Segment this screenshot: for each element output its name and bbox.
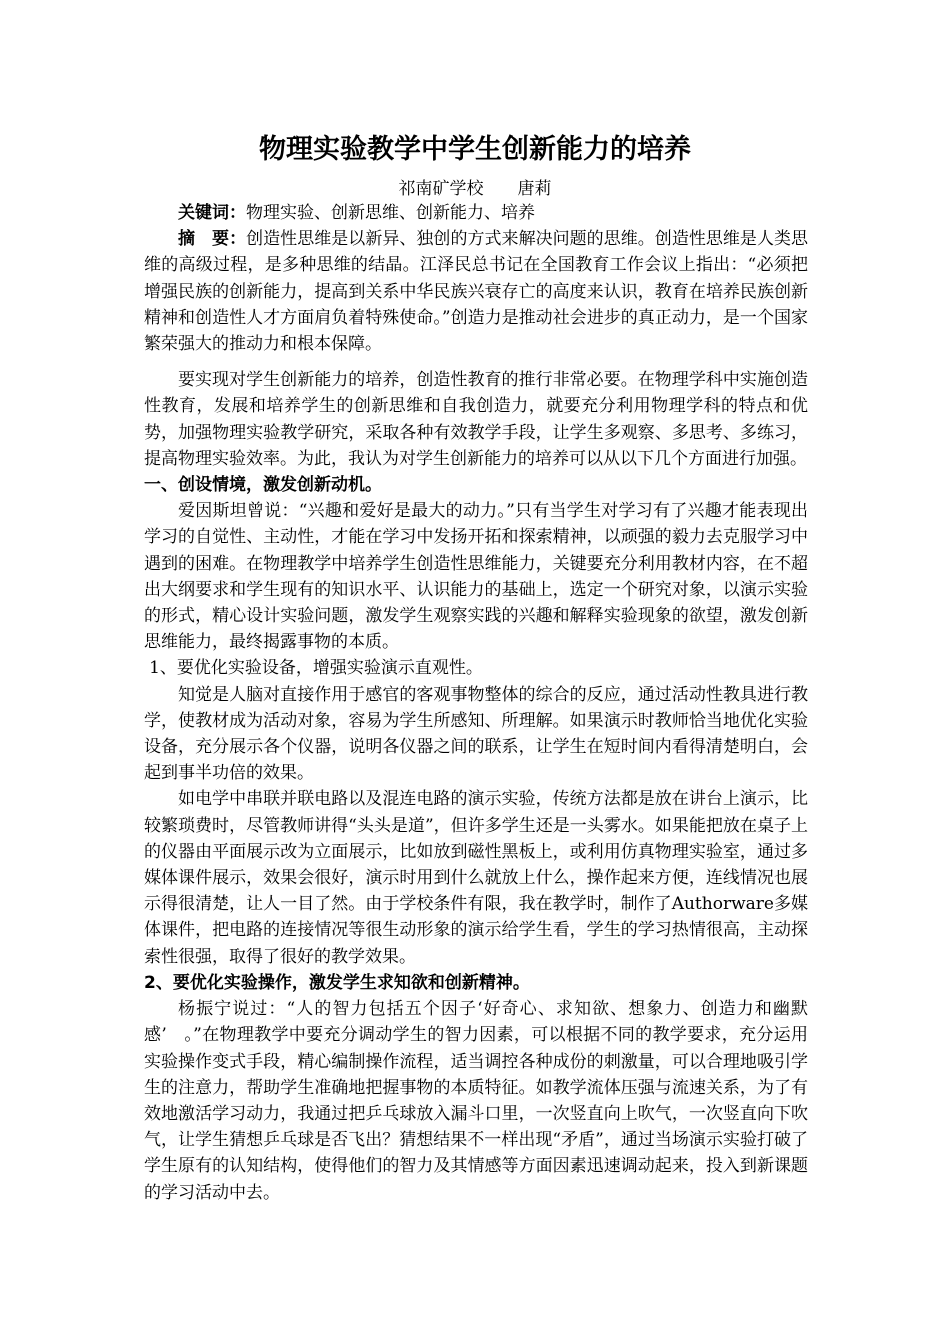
author-line: 祁南矿学校 唐莉 bbox=[398, 179, 552, 199]
document-title: 物理实验教学中学生创新能力的培养 bbox=[259, 134, 691, 165]
section1-heading: 一、创设情境，激发创新动机。 bbox=[144, 475, 382, 496]
subsection2-heading: 2、要优化实验操作，激发学生求知欲和创新精神。 bbox=[144, 972, 530, 993]
subsection1-heading: 1、要优化实验设备，增强实验演示直观性。 bbox=[149, 658, 483, 679]
keywords-label: 关键词： bbox=[178, 203, 246, 223]
abstract-label: 摘 要： bbox=[178, 229, 247, 250]
abstract-paragraph bbox=[144, 226, 808, 357]
subsection1-paragraph-1: 知觉是人脑对直接作用于感官的客观事物整体的综合的反应，通过活动性教具进行教学，使教材成为活动对象，容易为学生所感知、所理解。如果演示时教师恰当地优化实验设备，充分展示各个仪器，说明各仪器之间的联系，让学生在短时间内看得清楚明白，会起到事半功倍的效果。 bbox=[144, 684, 808, 784]
subsection1-paragraph-2: 如电学中串联并联电路以及混连电路的演示实验，传统方法都是放在讲台上演示，比较繁琐费时，尽管教师讲得“头头是道”，但许多学生还是一头雾水。如果能把放在桌子上的仪器由平面展示改为立面展示，比如放到磁性黑板上，或利用仿真物理实验室，通过多媒体课件展示，效果会很好，演示时用到什么就放上什么，操作起来方便，连线情况也展示得很清楚，让人一目了然。由于学校条件有限，我在教学时，制作了Authorware多媒体课件，把电路的连接情况等很生动形象的演示给学生看，学生的学习热情很高，主动探索性很强，取得了很好的教学效果。 bbox=[144, 789, 808, 967]
section1-paragraph: 爱因斯坦曾说：“兴趣和爱好是最大的动力。”只有当学生对学习有了兴趣才能表现出学习的自觉性、主动性，才能在学习中发扬开拓和探索精神，以顽强的毅力去克服学习中遇到的困难。在物理教学中培养学生创造性思维能力，关键要充分利用教材内容，在不超出大纲要求和学生现有的知识水平、认识能力的基础上，选定一个研究对象，以演示实验的形式，精心设计实验问题，激发学生观察实践的兴趣和解释实验现象的欲望，激发创新思维能力，最终揭露事物的本质。 bbox=[144, 501, 808, 653]
intro-paragraph: 要实现对学生创新能力的培养，创造性教育的推行非常必要。在物理学科中实施创造性教育，发展和培养学生的创新思维和自我创造力，就要充分利用物理学科的特点和优势，加强物理实验教学研究，采取各种有效教学手段，让学生多观察、多思考、多练习，提高物理实验效率。为此，我认为对学生创新能力的培养可以从以下几个方面进行加强。 bbox=[144, 370, 808, 469]
abstract-text: 创造性思维是以新异、独创的方式来解决问题的思维。创造性思维是人类思维的高级过程，是多种思维的结晶。江泽民总书记在全国教育工作会议上指出：“必须把增强民族的创新能力，提高到关系中华民族兴衰存亡的高度来认识，教育在培养民族创新精神和创造性人才方面肩负着特殊使命。”创造力是推动社会进步的真正动力，是一个国家繁荣强大的推动力和根本保障。 bbox=[144, 229, 809, 355]
document-body bbox=[144, 200, 808, 1206]
keywords-text: 物理实验、创新思维、创新能力、培养 bbox=[246, 203, 535, 223]
keywords-line bbox=[144, 200, 808, 226]
subsection2-paragraph-1: 杨振宁说过：“人的智力包括五个因子‘好奇心、求知欲、想象力、创造力和幽默感’ 。”在物理教学中要充分调动学生的智力因素，可以根据不同的教学要求，充分运用实验操作变式手段，精心编制操作流程，适当调控各种成份的刺激量，可以合理地吸引学生的注意力，帮助学生准确地把握事物的本质特征。如教学流体压强与流速关系，为了有效地激活学习动力，我通过把乒乓球放入漏斗口里，一次竖直向上吹气，一次竖直向下吹气，让学生猜想乒乓球是否飞出？猜想结果不一样出现“矛盾”，通过当场演示实验打破了学生原有的认知结构，使得他们的智力及其情感等方面因素迅速调动起来，投入到新课题的学习活动中去。 bbox=[144, 999, 808, 1203]
